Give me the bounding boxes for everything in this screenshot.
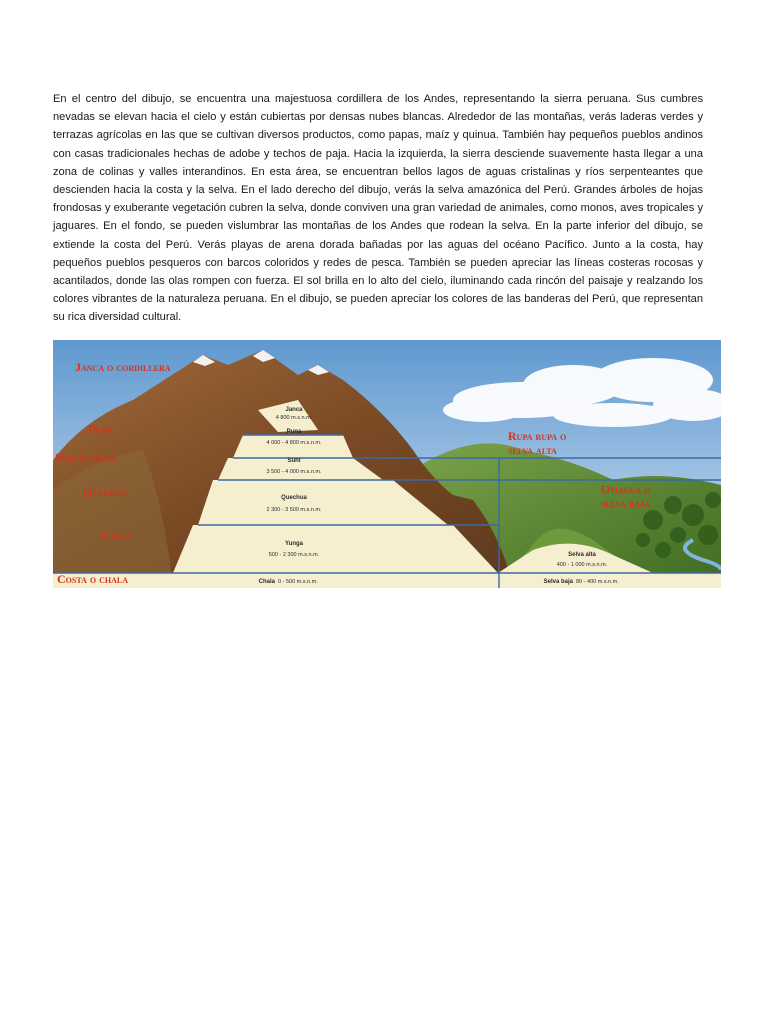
alt-puna-range: 4 000 - 4 800 m.s.n.m. bbox=[266, 440, 322, 446]
alt-janca-range: 4 800 m.s.n.m. bbox=[275, 415, 313, 421]
alt-suni-range: 3 500 - 4 000 m.s.n.m. bbox=[266, 469, 322, 475]
alt-selva-baja-name: Selva baja bbox=[543, 579, 573, 585]
label-puna: Puna bbox=[88, 422, 113, 436]
alt-chala-range: 0 - 500 m.s.n.m. bbox=[278, 579, 318, 585]
alt-janca-name: Janca bbox=[285, 407, 303, 413]
alt-puna-name: Puna bbox=[286, 429, 302, 435]
label-rupa-line2: selva alta bbox=[508, 443, 557, 457]
label-omagua-line2: selva baja bbox=[601, 496, 650, 510]
peru-natural-regions-figure bbox=[53, 340, 721, 588]
alt-selva-alta-name: Selva alta bbox=[568, 552, 596, 558]
label-costa: Costa o chala bbox=[57, 572, 128, 586]
alt-selva-alta-range: 400 - 1 000 m.s.n.m. bbox=[556, 562, 608, 568]
label-janca: Janca o cordillera bbox=[75, 360, 171, 374]
alt-selva-baja-range: 80 - 400 m.s.n.m. bbox=[576, 579, 619, 585]
label-rupa-line1: Rupa rupa o bbox=[508, 429, 567, 443]
alt-suni-name: Suni bbox=[287, 458, 301, 464]
label-quechua: Quechua bbox=[83, 485, 128, 499]
alt-quechua-name: Quechua bbox=[281, 495, 307, 501]
alt-chala-name: Chala bbox=[258, 579, 275, 585]
body-paragraph: En el centro del dibujo, se encuentra una majestuosa cordillera de los Andes, representando la sierra peruana. Sus cumbres nevadas se elevan hacia el cielo y están cubiertas por densas nubes blancas. Alrededor de las montañas, verás laderas verdes y terrazas agrícolas en las que se cultivan diversos productos, como papas, maíz y quinua. También hay pequeños pueblos andinos con casas tradicionales hechas de adobe y techos de paja. Hacia la izquierda, la sierra desciende suavemente hasta llegar a una zona de colinas y valles interandinos. En esta área, se encuentran bellos lagos de aguas cristalinas y ríos serpenteantes que descienden hacia la costa y la selva. En el lado derecho del dibujo, verás la selva amazónica del Perú. Grandes árboles de hojas frondosas y exuberante vegetación cubren la selva, donde conviven una gran variedad de animales, como monos, aves tropicales y jaguares. En el fondo, se pueden vislumbrar las montañas de los Andes que rodean la selva. En la parte inferior del dibujo, se extiende la costa del Perú. Verás playas de arena dorada bañadas por las aguas del océano Pacífico. Junto a la costa, hay pequeños pueblos pesqueros con barcos coloridos y redes de pesca. También se pueden apreciar las líneas costeras rocosas y acantilados, donde las olas rompen con fuerza. El sol brilla en lo alto del cielo, iluminando cada rincón del paisaje y realzando los colores vibrantes de la naturaleza peruana. En el dibujo, se pueden apreciar los colores de las banderas del Perú, que representan su rica diversidad cultural. bbox=[53, 93, 703, 324]
label-yunga: Yunga bbox=[99, 529, 132, 543]
alt-yunga-range: 500 - 2 300 m.s.n.m. bbox=[268, 552, 320, 558]
label-suni: Suni o jalca bbox=[55, 450, 116, 464]
alt-quechua-range: 2 300 - 3 500 m.s.n.m. bbox=[266, 507, 322, 513]
regions-illustration bbox=[53, 340, 721, 588]
alt-yunga-name: Yunga bbox=[284, 541, 304, 547]
label-omagua-line1: Omagua o bbox=[601, 482, 651, 496]
